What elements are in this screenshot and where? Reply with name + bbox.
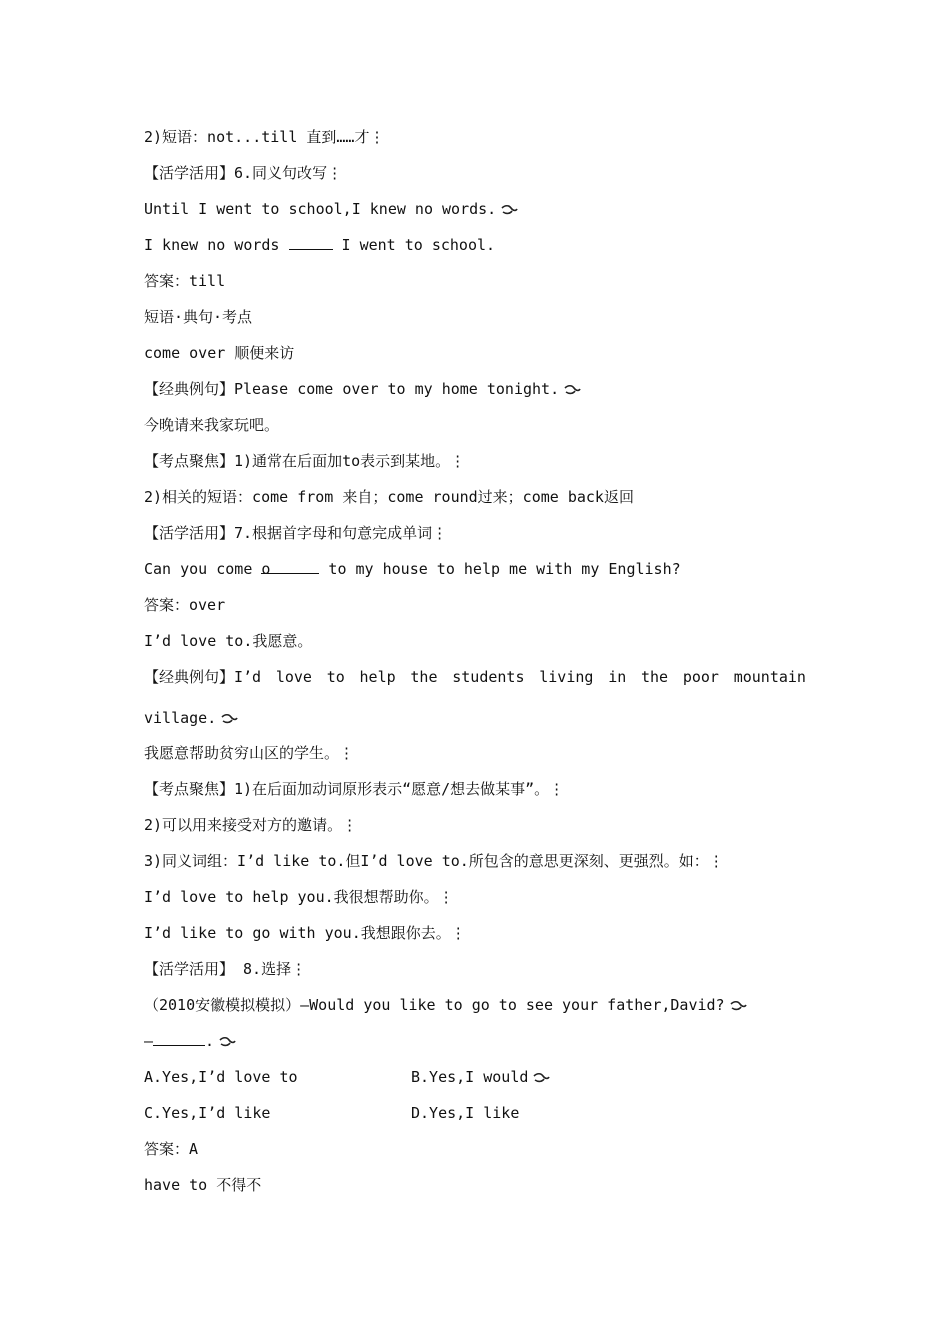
text-line (144, 379, 581, 399)
question-line (144, 995, 747, 1015)
text-line: 【活学活用】7.根据首字母和句意完成单词⋮ (144, 524, 448, 542)
small-curl-mark-icon (563, 384, 581, 396)
word: poor (682, 668, 719, 686)
text-line: 【考点聚焦】1)通常在后面加to表示到某地。⋮ (144, 452, 466, 470)
answer-blank (289, 235, 333, 250)
word: 【经典例句】I’d (144, 668, 262, 686)
text-line (144, 708, 238, 728)
sentence-part: I knew no words (144, 236, 289, 254)
option-b-text: B.Yes,I would (411, 1068, 529, 1086)
small-curl-mark-icon (500, 204, 518, 216)
answer-line: 答案：over (144, 596, 226, 614)
word: living (539, 668, 594, 686)
sentence-end: village. (144, 709, 217, 727)
option-a: A.Yes,I’d love to (144, 1068, 298, 1086)
period: . (205, 1032, 215, 1050)
text-line: 2)相关的短语：come from 来自；come round过来；come back返回 (144, 488, 634, 506)
word: love (275, 668, 312, 686)
word: the (641, 668, 669, 686)
text-line: I’d love to help you.我很想帮助你。⋮ (144, 888, 454, 906)
text-line: 2)可以用来接受对方的邀请。⋮ (144, 816, 358, 834)
small-curl-mark-icon (532, 1072, 550, 1084)
small-curl-mark-icon (729, 1000, 747, 1012)
justified-line (144, 667, 806, 687)
text-line: 【活学活用】 8.选择⋮ (144, 960, 307, 978)
option-b (411, 1067, 550, 1087)
small-curl-mark-icon (220, 713, 238, 725)
text-line: 我愿意帮助贫穷山区的学生。⋮ (144, 744, 355, 762)
option-c: C.Yes,I’d like (144, 1104, 271, 1122)
small-curl-mark-icon (218, 1036, 236, 1048)
word: mountain (733, 668, 806, 686)
question-text: （2010安徽模拟模拟）—Would you like to go to see your father,David? (144, 996, 725, 1014)
word: help (359, 668, 396, 686)
text-line: 2)短语：not...till 直到……才⋮ (144, 128, 385, 146)
sentence: Until I went to school,I knew no words. (144, 200, 497, 218)
example-sentence: 【经典例句】Please come over to my home tonight. (144, 380, 560, 398)
text-line: 3)同义词组：I’d like to.但I’d love to.所包含的意思更深刻、更强烈。如：⋮ (144, 852, 724, 870)
word: to (326, 668, 345, 686)
phrase-line: I’d love to.我愿意。 (144, 632, 313, 650)
text-line: 【活学活用】6.同义句改写⋮ (144, 164, 343, 182)
answer-blank (261, 559, 319, 578)
phrase-line: have to 不得不 (144, 1176, 262, 1194)
word: the (410, 668, 438, 686)
text-line (144, 559, 681, 579)
phrase-line: come over 顺便来访 (144, 344, 295, 362)
blank-hint-letter: o (261, 560, 271, 578)
sentence-part: Can you come (144, 560, 262, 578)
dash: — (144, 1032, 154, 1050)
word: in (608, 668, 627, 686)
text-line (144, 235, 495, 255)
text-line (144, 199, 518, 219)
answer-line: 答案：till (144, 272, 226, 290)
answer-line: 答案：A (144, 1140, 199, 1158)
sentence-part: to my house to help me with my English? (319, 560, 681, 578)
response-line (144, 1031, 236, 1051)
sentence-part: I went to school. (332, 236, 496, 254)
word: students (452, 668, 525, 686)
text-line: I’d like to go with you.我想跟你去。⋮ (144, 924, 466, 942)
text-line: 【考点聚焦】1)在后面加动词原形表示“愿意/想去做某事”。⋮ (144, 780, 565, 798)
answer-blank (153, 1031, 205, 1046)
option-d: D.Yes,I like (411, 1104, 520, 1122)
section-heading: 短语·典句·考点 (144, 308, 253, 326)
text-line: 今晚请来我家玩吧。 (144, 416, 280, 434)
